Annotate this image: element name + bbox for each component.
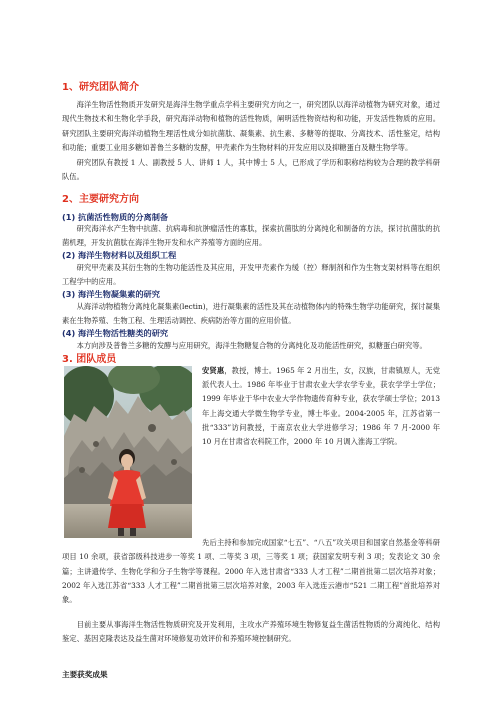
section-title-intro: 1、研究团队简介 <box>62 82 139 93</box>
member-name: 安贤惠 <box>202 366 225 375</box>
member-bio-text: ，教授，博士。1965 年 2 月出生，女，汉族，甘肃镇原人，无党派代表人士。1986 年毕业于甘肃农业大学农学专业，获农学学士学位；1999 年毕业于华中农业大学作物遗传育种专业，获农学硕士学位；2013 年上海交通大学微生物学专业，博士毕业。2004-2005 年，江苏省第一批“333”访问教授，于南京农业大学进修学习；1986 年 7 月-2000 年 10 月在甘肃省农科院工作，2000 年 10 月调入淮海工学院。 <box>202 366 441 447</box>
projects-text: 先后主持和参加完成国家“七五”、“八五”攻关项目和国家自然基金等科研项目 10 余项，获省部级科技进步一等奖 1 项、二等奖 3 项，三等奖 1 项；获国家发明专利 3 项；发表论文 30 余篇；主讲遗传学、生物化学和分子生物学等课程。2000 年入选甘肃省“333 人才工程”二期首批第二层次培养对象；2002 年入选江苏省“333 人才工程”二期首批第三层次培养对象，2003 年入选连云港市“521 二期工程”首批培养对象。 <box>62 538 440 605</box>
direction-heading-4: (4) 海洋生物活性糖类的研究 <box>62 328 169 338</box>
team-size-paragraph: 研究团队有教授 1 人、副教授 5 人、讲师 1 人，其中博士 5 人，已形成了学历和职称结构较为合理的教学科研队伍。 <box>62 158 440 182</box>
direction-text-4: 本方向涉及普鲁兰多糖的发酵与应用研究，海洋生物糖复合物的分离纯化及功能活性研究，拟糖蛋白研究等。 <box>76 341 427 350</box>
direction-text-2: 研究甲壳素及其衍生物的生物功能活性及其应用，开发甲壳素作为缓（控）释制剂和作为生物支架材料等在组织工程学中的应用。 <box>62 263 440 286</box>
current-research-paragraph: 目前主要从事海洋生物活性物质研究及开发利用，主攻水产养殖环境生物修复益生菌活性物质的分离纯化、结构鉴定、基因克隆表达及益生菌对环境修复功效评价和养殖环境控制研究。 <box>62 620 440 644</box>
member-photo <box>64 366 192 538</box>
member-bio <box>202 364 440 449</box>
direction-heading-1: (1) 抗菌活性物质的分离制备 <box>62 212 169 222</box>
direction-heading-2: (2) 海洋生物材料以及组织工程 <box>62 250 177 260</box>
intro-paragraph: 海洋生物活性物质开发研究是海洋生物学重点学科主要研究方向之一，研究团队以海洋动植物为研究对象，通过现代生物技术和生物化学手段，研究海洋动物和植物的活性物质，阐明活性物资结构和功能，开发活性物质的应用。研究团队主要研究海洋动植物生理活性成分如抗菌肽、凝集素、抗生素、多糖等的提取、分离技术、活性鉴定，结构和功能；重要工业用多糖如普鲁兰多糖的发酵，甲壳素作为生物材料的开发应用以及抑糖蛋白及糖生物学等。 <box>62 100 440 152</box>
direction-heading-3: (3) 海洋生物凝集素的研究 <box>62 289 160 299</box>
direction-text-3: 从海洋动物植物分离纯化凝集素(lectin)，进行凝集素的活性及其在动植物体内的特殊生物学功能研究，探讨凝集素在生物养殖、生物工程、生理活动调控、疾病防治等方面的应用价值。 <box>62 302 440 325</box>
direction-text-1: 研究海洋水产生物中抗菌、抗病毒和抗肿瘤活性的寡肽，探索抗菌肽的分离纯化和制备的方法，探讨抗菌肽的抗菌机理，开发抗菌肽在海洋生物开发和水产养殖等方面的应用。 <box>62 224 440 247</box>
awards-heading: 主要获奖成果 <box>62 670 108 679</box>
projects-paragraph <box>62 536 440 607</box>
section-title-directions: 2、主要研究方向 <box>62 194 139 205</box>
section-title-members: 3. 团队成员 <box>62 354 117 365</box>
